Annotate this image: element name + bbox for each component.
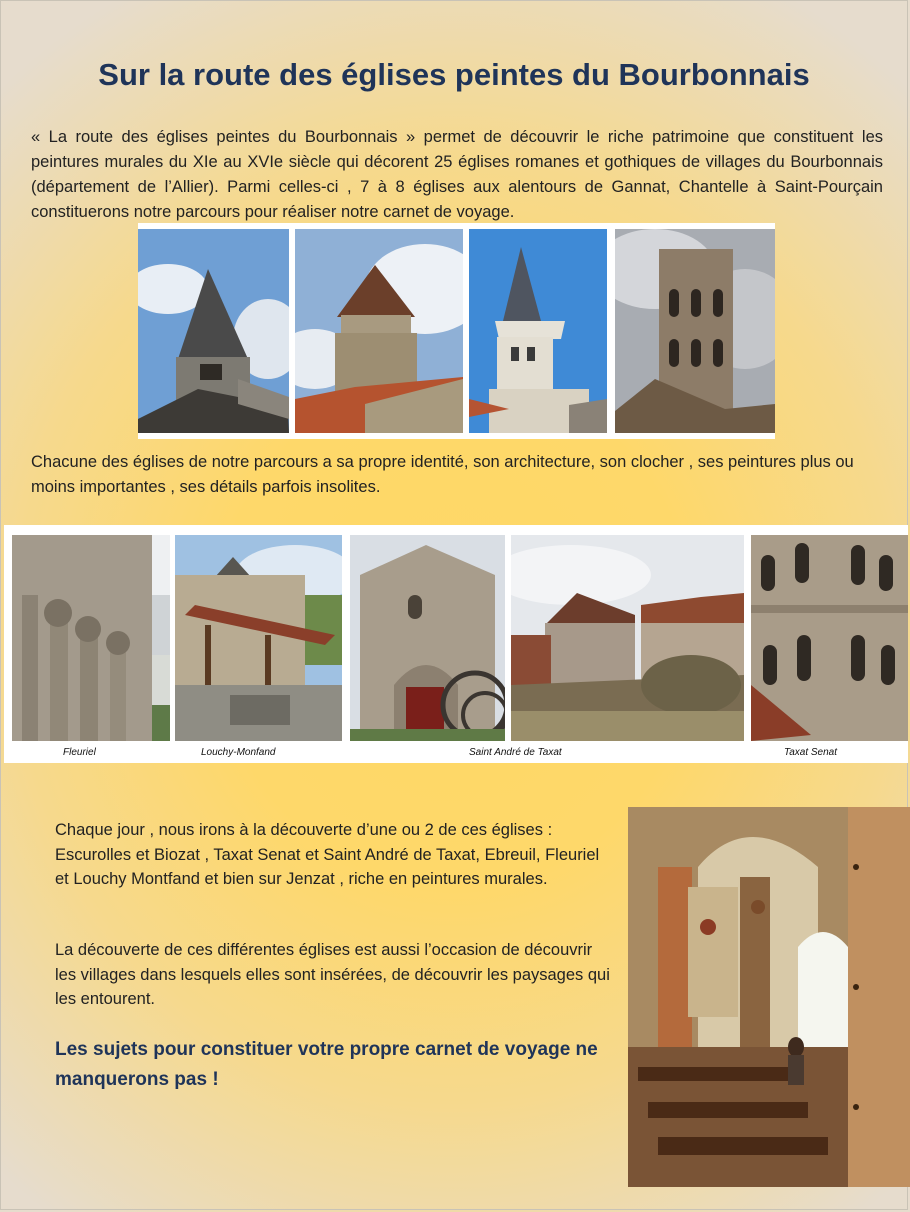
photo-saint-andre-de-taxat-facade [350, 535, 505, 741]
photo-saint-andre-de-taxat-village [511, 535, 744, 741]
bell-tower-photo-strip [138, 223, 775, 439]
caption-taxat-senat: Taxat Senat [784, 747, 838, 758]
photo-church-interior [628, 807, 910, 1187]
photo-bell-tower-2 [295, 229, 463, 433]
photo-fleuriel [12, 535, 170, 741]
caption-saint-andre-de-taxat: Saint André de Taxat [469, 747, 562, 758]
identity-paragraph: Chacune des églises de notre parcours a sa propre identité, son architecture, son clocher , ses peintures plus ou moins importantes , ses détails parfois insolites. [31, 453, 854, 496]
daily-paragraph: Chaque jour , nous irons à la découverte d’une ou 2 de ces églises : Escurolles et Biozat , Taxat Senat et Saint André de Taxat, Ebreuil, Fleuriel et Louchy Montfand et bien sur Jenzat , riche en peintures murales. [55, 821, 600, 888]
photo-bell-tower-3 [469, 229, 607, 433]
church-photo-strip [4, 525, 908, 763]
photo-louchy-monfand [175, 535, 342, 741]
caption-fleuriel: Fleuriel [63, 747, 96, 758]
caption-louchy-monfand: Louchy-Monfand [201, 747, 276, 758]
page-title: Sur la route des églises peintes du Bourbonnais [98, 57, 810, 92]
villages-paragraph: La découverte de ces différentes églises est aussi l’occasion de découvrir les villages dans lesquels elles sont insérées, de découvrir les paysages qui les entourent. [55, 941, 610, 1008]
photo-bell-tower-1 [138, 229, 289, 433]
closing-statement: Les sujets pour constituer votre propre carnet de voyage ne manquerons pas ! [55, 1039, 598, 1090]
intro-paragraph: « La route des églises peintes du Bourbonnais » permet de découvrir le riche patrimoine que constituent les peintures murales du XIe au XVIe siècle qui décorent 25 églises romanes et gothiques de villages du Bourbonnais (département de l’Allier). Parmi celles-ci , 7 à 8 églises aux alentours de Gannat, Chantelle à Saint-Pourçain constituerons notre parcours pour réaliser notre carnet de voyage. [31, 128, 883, 221]
photo-taxat-senat [751, 535, 908, 741]
photo-bell-tower-4 [615, 229, 775, 433]
